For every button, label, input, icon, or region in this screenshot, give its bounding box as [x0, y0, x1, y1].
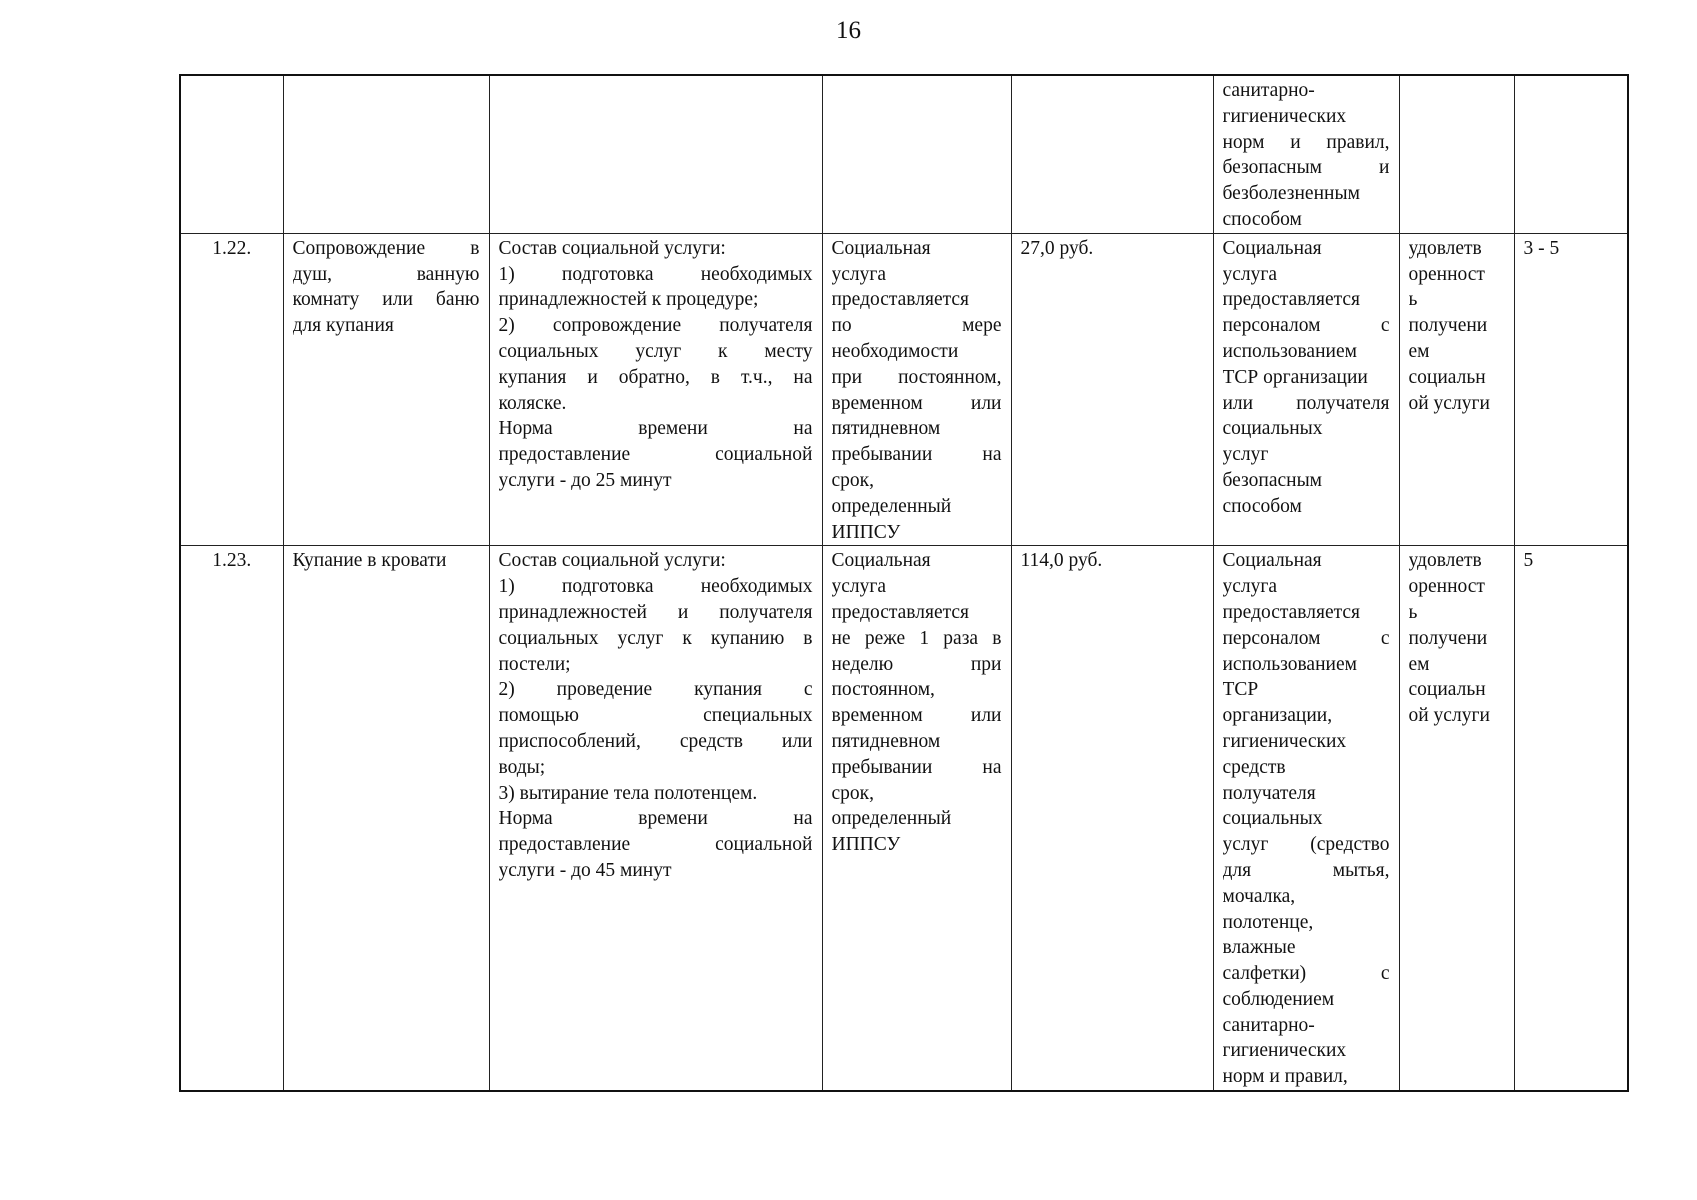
quality-line: гигиенических [1222, 1040, 1347, 1062]
condition-line: предоставляется [831, 289, 969, 311]
composition-line: Норма времени на [498, 808, 813, 830]
table-row [180, 233, 1628, 546]
quality-line: гигиенических [1222, 105, 1347, 127]
composition-line: постели; [498, 653, 571, 675]
quality-line: персоналом с [1222, 627, 1390, 649]
condition-line: определенный [831, 808, 952, 830]
cell-composition [489, 546, 822, 1091]
evaluation-line: получени [1408, 627, 1488, 649]
condition-line: Социальная [831, 237, 931, 259]
cell-indicator: 5 [1514, 546, 1628, 1091]
cell-quality [1213, 546, 1399, 1091]
composition-line: 2) проведение купания с [498, 679, 813, 701]
quality-line: услуга [1222, 576, 1278, 598]
cell-service [283, 546, 489, 1091]
composition-line: помощью специальных [498, 705, 813, 727]
quality-line: ТСР [1222, 679, 1259, 701]
condition-line: пятидневном [831, 730, 941, 752]
cell-quality [1213, 75, 1399, 233]
table-row [180, 75, 1628, 233]
service-line: Купание в кровати [292, 550, 447, 572]
cell-condition [822, 546, 1011, 1091]
composition-line: принадлежностей к процедуре; [498, 289, 759, 311]
quality-line: санитарно- [1222, 1014, 1315, 1036]
quality-line: услуг [1222, 444, 1269, 466]
cell-service [283, 233, 489, 546]
evaluation-line: ой услуги [1408, 392, 1490, 414]
quality-line: безболезненным [1222, 183, 1360, 205]
condition-line: ИППСУ [831, 834, 901, 856]
quality-line: ТСР организации [1222, 366, 1368, 388]
service-line: Сопровождение в [292, 237, 480, 259]
condition-line: пятидневном [831, 418, 941, 440]
quality-line: или получателя [1222, 392, 1390, 414]
cell-condition [822, 75, 1011, 233]
condition-line: предоставляется [831, 601, 969, 623]
composition-line: предоставление социальной [498, 444, 813, 466]
page-number: 16 [836, 17, 861, 44]
composition-line: 3) вытирание тела полотенцем. [498, 782, 758, 804]
composition-line: 1) подготовка необходимых [498, 263, 813, 285]
cell-price: 114,0 руб. [1011, 546, 1213, 1091]
composition-line: 1) подготовка необходимых [498, 576, 813, 598]
cell-evaluation [1399, 546, 1514, 1091]
composition-line: услуги - до 25 минут [498, 469, 672, 491]
composition-line: принадлежностей и получателя [498, 601, 813, 623]
quality-line: персоналом с [1222, 315, 1390, 337]
quality-line: получателя [1222, 782, 1316, 804]
evaluation-line: ой услуги [1408, 705, 1490, 727]
condition-line: срок, [831, 782, 875, 804]
evaluation-line: социальн [1408, 679, 1486, 701]
composition-line: приспособлений, средств или [498, 730, 813, 752]
cell-quality [1213, 233, 1399, 546]
service-line: для купания [292, 315, 394, 337]
quality-line: полотенце, [1222, 911, 1314, 933]
quality-line: мочалка, [1222, 885, 1296, 907]
quality-line: норм и правил, [1222, 1066, 1348, 1088]
quality-line: Социальная [1222, 237, 1322, 259]
composition-line: воды; [498, 756, 546, 778]
quality-line: гигиенических [1222, 730, 1347, 752]
composition-line: Состав социальной услуги: [498, 550, 726, 572]
condition-line: необходимости [831, 340, 959, 362]
cell-condition [822, 233, 1011, 546]
quality-line: санитарно- [1222, 80, 1315, 101]
quality-line: способом [1222, 208, 1302, 230]
quality-line: соблюдением [1222, 988, 1335, 1010]
quality-line: для мытья, [1222, 859, 1390, 881]
cell-indicator [1514, 75, 1628, 233]
table-body [180, 75, 1628, 1091]
cell-price: 27,0 руб. [1011, 233, 1213, 546]
cell-price [1011, 75, 1213, 233]
cell-number: 1.22. [180, 233, 283, 546]
quality-line: предоставляется [1222, 289, 1360, 311]
condition-line: Социальная [831, 550, 931, 572]
condition-line: не реже 1 раза в [831, 627, 1002, 649]
service-line: комнату или баню [292, 289, 480, 311]
cell-composition [489, 75, 822, 233]
evaluation-line: удовлетв [1408, 550, 1482, 572]
composition-line: 2) сопровождение получателя [498, 315, 813, 337]
cell-evaluation [1399, 233, 1514, 546]
condition-line: неделю при [831, 653, 1002, 675]
condition-line: услуга [831, 576, 887, 598]
composition-line: предоставление социальной [498, 834, 813, 856]
quality-line: безопасным и [1222, 157, 1390, 179]
cell-evaluation [1399, 75, 1514, 233]
quality-line: использованием [1222, 340, 1357, 362]
composition-line: коляске. [498, 392, 567, 414]
table-row [180, 546, 1628, 1091]
quality-line: средств [1222, 756, 1286, 778]
cell-number: 1.23. [180, 546, 283, 1091]
quality-line: услуга [1222, 263, 1278, 285]
composition-line: Норма времени на [498, 418, 813, 440]
composition-line: социальных услуг к месту [498, 340, 813, 362]
cell-indicator: 3 - 5 [1514, 233, 1628, 546]
quality-line: Социальная [1222, 550, 1322, 572]
evaluation-line: ь [1408, 601, 1418, 623]
condition-line: при постоянном, [831, 366, 1002, 388]
evaluation-line: ь [1408, 289, 1418, 311]
condition-line: по мере [831, 315, 1002, 337]
quality-line: салфетки) с [1222, 963, 1390, 985]
condition-line: услуга [831, 263, 887, 285]
quality-line: социальных [1222, 418, 1323, 440]
quality-line: влажные [1222, 937, 1296, 959]
condition-line: определенный [831, 495, 952, 517]
condition-line: ИППСУ [831, 521, 901, 543]
cell-number [180, 75, 283, 233]
evaluation-line: ем [1408, 653, 1430, 675]
evaluation-line: ем [1408, 340, 1430, 362]
evaluation-line: социальн [1408, 366, 1486, 388]
evaluation-line: удовлетв [1408, 237, 1482, 259]
evaluation-line: оренност [1408, 576, 1485, 598]
condition-line: временном или [831, 705, 1002, 727]
evaluation-line: получени [1408, 315, 1488, 337]
cell-service [283, 75, 489, 233]
quality-line: использованием [1222, 653, 1357, 675]
condition-line: срок, [831, 469, 875, 491]
evaluation-line: оренност [1408, 263, 1485, 285]
quality-line: норм и правил, [1222, 131, 1390, 153]
quality-line: предоставляется [1222, 601, 1360, 623]
composition-line: услуги - до 45 минут [498, 859, 672, 881]
composition-line: Состав социальной услуги: [498, 237, 726, 259]
composition-line: социальных услуг к купанию в [498, 627, 813, 649]
quality-line: безопасным [1222, 469, 1323, 491]
service-line: душ, ванную [292, 263, 480, 285]
services-table [179, 74, 1629, 1092]
quality-line: услуг (средство [1222, 834, 1390, 856]
condition-line: постоянном, [831, 679, 935, 701]
condition-line: пребывании на [831, 444, 1002, 466]
condition-line: пребывании на [831, 756, 1002, 778]
cell-composition [489, 233, 822, 546]
quality-line: способом [1222, 495, 1302, 517]
quality-line: организации, [1222, 705, 1333, 727]
quality-line: социальных [1222, 808, 1323, 830]
composition-line: купания и обратно, в т.ч., на [498, 366, 813, 388]
condition-line: временном или [831, 392, 1002, 414]
